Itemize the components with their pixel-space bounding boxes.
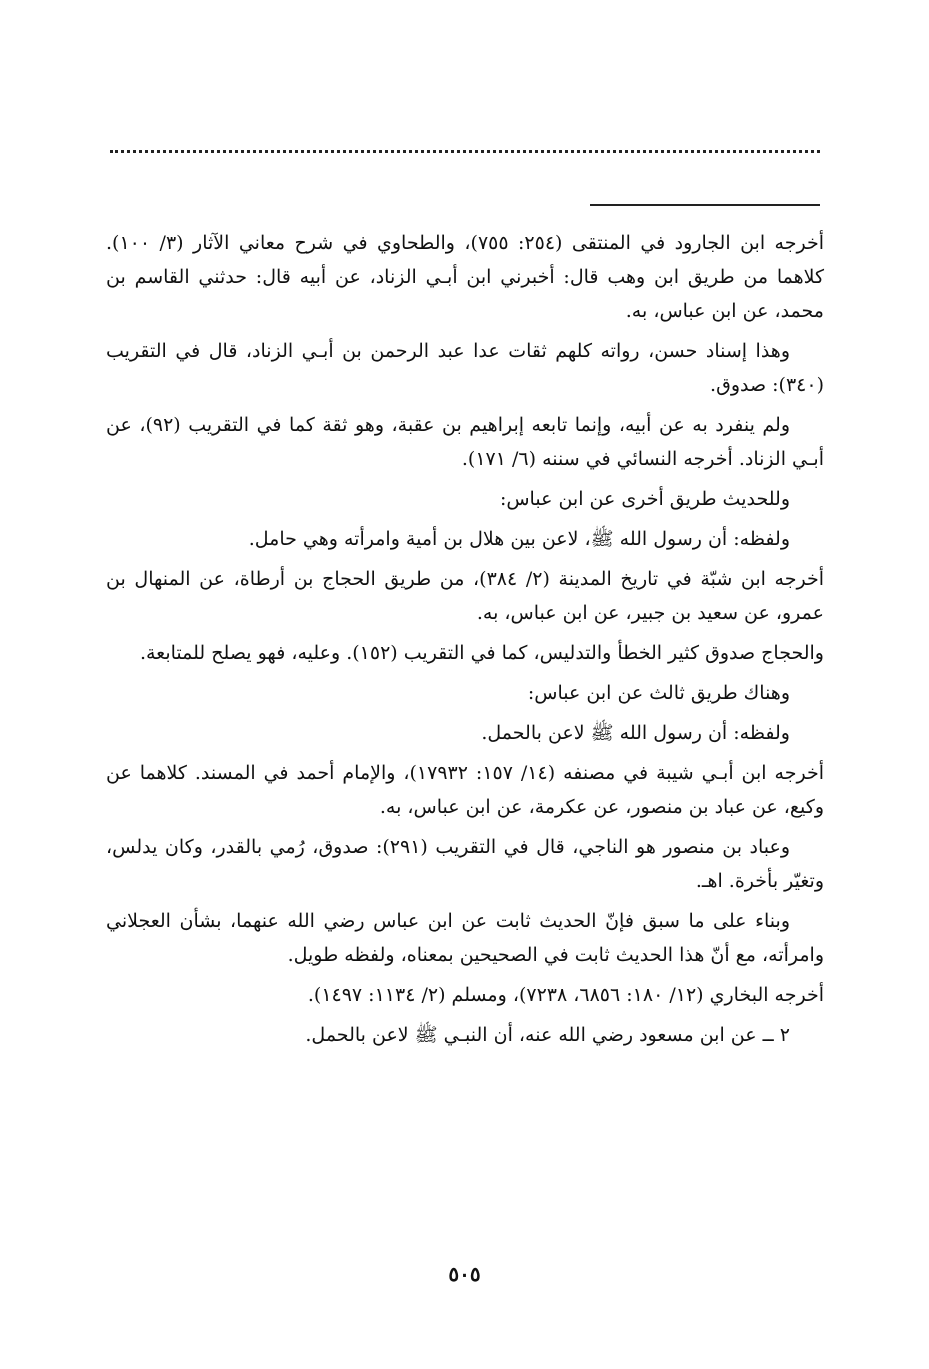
- paragraph-6: أخرجه ابن شبّة في تاريخ المدينة (٢/ ٣٨٤)، من طريق الحجاج بن أرطاة، عن المنهال بن عمرو، عن سعيد بن جبير، عن ابن عباس، به.: [106, 568, 824, 624]
- footnote-rule: [590, 204, 820, 206]
- dotted-separator: [110, 150, 820, 153]
- paragraph-2: وهذا إسناد حسن، رواته كلهم ثقات عدا عبد الرحمن بن أبـي الزناد، قال في التقريب (٣٤٠): صدوق.: [106, 340, 824, 396]
- paragraph-8: وهناك طريق ثالث عن ابن عباس:: [527, 682, 790, 704]
- paragraph-13: أخرجه البخاري (١٢/ ١٨٠: ٦٨٥٦، ٧٢٣٨)، ومسلم (٢/ ١١٣٤: ١٤٩٧).: [307, 984, 824, 1006]
- paragraph-3: ولم ينفرد به عن أبيه، وإنما تابعه إبراهيم بن عقبة، وهو ثقة كما في التقريب (٩٢)، عن أبـي الزناد. أخرجه النسائي في سننه (٦/ ١٧١).: [106, 414, 824, 470]
- paragraph-4: وللحديث طريق أخرى عن ابن عباس:: [499, 488, 790, 510]
- paragraph-11: وعباد بن منصور هو الناجي، قال في التقريب (٢٩١): صدوق، رُمي بالقدر، وكان يدلس، وتغيّر بأخرة. اهـ.: [106, 836, 824, 892]
- paragraph-14: ٢ ــ عن ابن مسعود رضي الله عنه، أن النبـي ﷺ لاعن بالحمل.: [305, 1024, 790, 1046]
- paragraph-9: ولفظه: أن رسول الله ﷺ لاعن بالحمل.: [481, 722, 790, 744]
- paragraph-12: وبناء على ما سبق فإنّ الحديث ثابت عن ابن عباس رضي الله عنهما، بشأن العجلاني وامرأته، مع أنّ هذا الحديث ثابت في الصحيحين بمعناه، ولفظه طويل.: [106, 910, 824, 966]
- page-number: ٥٠٥: [448, 1262, 481, 1286]
- paragraph-7: والحجاج صدوق كثير الخطأ والتدليس، كما في التقريب (١٥٢). وعليه، فهو يصلح للمتابعة.: [139, 642, 824, 664]
- paragraph-1: أخرجه ابن الجارود في المنتقى (٢٥٤: ٧٥٥)، والطحاوي في شرح معاني الآثار (٣/ ١٠٠). كلاهما من طريق ابن وهب قال: أخبرني ابن أبـي الزناد، عن أبيه قال: حدثني القاسم بن محمد، عن ابن عباس، به.: [106, 232, 824, 322]
- body-text: [106, 226, 824, 1058]
- paragraph-5: ولفظه: أن رسول الله ﷺ، لاعن بين هلال بن أمية وامرأته وهي حامل.: [248, 528, 790, 550]
- paragraph-10: أخرجه ابن أبـي شيبة في مصنفه (١٤/ ١٥٧: ١٧٩٣٢)، والإمام أحمد في المسند. كلاهما عن وكيع، عن عباد بن منصور، عن عكرمة، عن ابن عباس، به.: [106, 762, 824, 818]
